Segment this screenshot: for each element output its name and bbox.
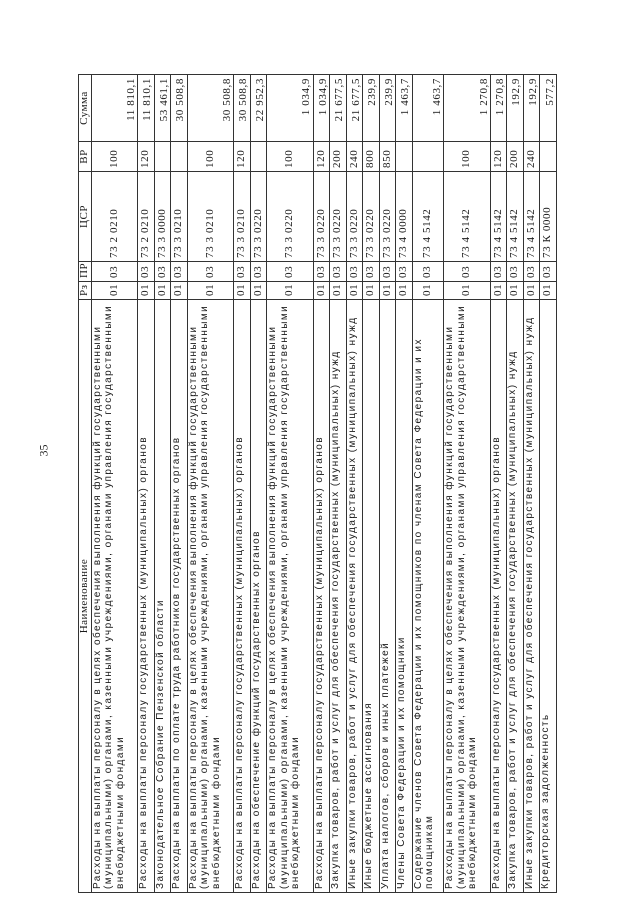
cell-rz: 01 (540, 282, 557, 300)
cell-vr: 200 (330, 142, 346, 172)
table-row (154, 75, 170, 893)
cell-sum: 30 508,8 (171, 75, 187, 142)
cell-vr: 100 (444, 142, 491, 172)
cell-name: Закупка товаров, работ и услуг для обеспечения государственных (муниципальных) нужд (507, 300, 523, 893)
cell-sum: 21 677,5 (346, 75, 362, 142)
cell-name: Содержание членов Совета Федерации и их помощников по членам Совета Федерации и их помощникам (412, 300, 444, 893)
cell-rz: 01 (234, 282, 250, 300)
cell-sum: 30 508,8 (187, 75, 234, 142)
cell-rz: 01 (444, 282, 491, 300)
cell-pr: 03 (91, 262, 138, 282)
cell-pr: 03 (444, 262, 491, 282)
cell-rz: 01 (91, 282, 138, 300)
cell-rz: 01 (412, 282, 444, 300)
cell-rz: 01 (507, 282, 523, 300)
cell-name: Расходы на выплаты персоналу в целях обеспечения выполнения функций государственными (муниципальными) органами, казенными учреждениями, органами управления государственными внебюджетными фондами (444, 300, 491, 893)
cell-rz: 01 (313, 282, 329, 300)
cell-sum: 239,9 (363, 75, 379, 142)
cell-csr: 73 4 5142 (444, 172, 491, 262)
table-row (444, 75, 491, 893)
table-row (379, 75, 395, 893)
cell-rz: 01 (267, 282, 314, 300)
cell-sum: 1 034,9 (313, 75, 329, 142)
table-row (330, 75, 346, 893)
cell-sum: 11 810,1 (138, 75, 154, 142)
table-row (363, 75, 379, 893)
cell-rz: 01 (363, 282, 379, 300)
table-row (250, 75, 266, 893)
cell-csr: 73 3 0220 (250, 172, 266, 262)
cell-vr: 120 (138, 142, 154, 172)
cell-name: Расходы на обеспечение функций государственных органов (250, 300, 266, 893)
cell-pr: 03 (507, 262, 523, 282)
cell-vr: 800 (363, 142, 379, 172)
cell-rz: 01 (346, 282, 362, 300)
cell-pr: 03 (234, 262, 250, 282)
cell-name: Расходы на выплаты по оплате труда работников государственных органов (171, 300, 187, 893)
cell-csr: 73 2 0210 (91, 172, 138, 262)
cell-name: Члены Совета Федерации и их помощники (396, 300, 412, 893)
cell-sum: 1 034,9 (267, 75, 314, 142)
cell-pr: 03 (379, 262, 395, 282)
table-row (91, 75, 138, 893)
cell-name: Кредиторская задолженность (540, 300, 557, 893)
cell-vr: 100 (187, 142, 234, 172)
cell-sum: 1 463,7 (396, 75, 412, 142)
cell-csr: 73 3 0220 (346, 172, 362, 262)
budget-table (78, 74, 557, 893)
rotated-table-container (78, 75, 557, 893)
table-row (187, 75, 234, 893)
cell-rz: 01 (138, 282, 154, 300)
cell-csr: 73 К 0000 (540, 172, 557, 262)
cell-rz: 01 (250, 282, 266, 300)
cell-csr: 73 3 0220 (363, 172, 379, 262)
cell-csr: 73 4 5142 (491, 172, 507, 262)
header-csr: ЦСР (79, 172, 92, 262)
table-row (234, 75, 250, 893)
cell-pr: 03 (250, 262, 266, 282)
header-sum: Сумма (79, 75, 92, 142)
table-row (267, 75, 314, 893)
cell-vr (412, 142, 444, 172)
header-name: Наименование (79, 300, 92, 893)
cell-sum: 30 508,8 (234, 75, 250, 142)
page-number: 35 (36, 444, 51, 457)
cell-csr: 73 3 0000 (154, 172, 170, 262)
cell-vr (171, 142, 187, 172)
cell-pr: 03 (138, 262, 154, 282)
cell-pr: 03 (313, 262, 329, 282)
cell-pr: 03 (187, 262, 234, 282)
cell-rz: 01 (523, 282, 539, 300)
cell-sum: 192,9 (523, 75, 539, 142)
table-row (412, 75, 444, 893)
cell-name: Расходы на выплаты персоналу государственных (муниципальных) органов (313, 300, 329, 893)
cell-vr: 240 (523, 142, 539, 172)
cell-rz: 01 (187, 282, 234, 300)
cell-rz: 01 (491, 282, 507, 300)
cell-vr (250, 142, 266, 172)
cell-vr: 120 (491, 142, 507, 172)
cell-sum: 1 463,7 (412, 75, 444, 142)
cell-vr (154, 142, 170, 172)
table-row (171, 75, 187, 893)
cell-sum: 1 270,8 (444, 75, 491, 142)
cell-name: Иные бюджетные ассигнования (363, 300, 379, 893)
cell-csr: 73 4 5142 (507, 172, 523, 262)
cell-csr: 73 3 0220 (379, 172, 395, 262)
cell-rz: 01 (171, 282, 187, 300)
table-row (540, 75, 557, 893)
table-row (523, 75, 539, 893)
cell-vr: 200 (507, 142, 523, 172)
cell-csr: 73 4 0000 (396, 172, 412, 262)
cell-rz: 01 (396, 282, 412, 300)
cell-csr: 73 3 0210 (171, 172, 187, 262)
cell-name: Иные закупки товаров, работ и услуг для обеспечения государственных (муниципальных) нужд (346, 300, 362, 893)
cell-pr: 03 (396, 262, 412, 282)
cell-csr: 73 3 0220 (313, 172, 329, 262)
cell-pr: 03 (346, 262, 362, 282)
cell-sum: 21 677,5 (330, 75, 346, 142)
cell-name: Расходы на выплаты персоналу в целях обеспечения выполнения функций государственными (муниципальными) органами, казенными учреждениями, органами управления государственными внебюджетными фондами (267, 300, 314, 893)
cell-vr: 100 (267, 142, 314, 172)
cell-pr: 03 (412, 262, 444, 282)
table-row (507, 75, 523, 893)
table-header-row (79, 75, 92, 893)
cell-vr: 120 (234, 142, 250, 172)
header-rz: Рз (79, 282, 92, 300)
cell-sum: 192,9 (507, 75, 523, 142)
cell-name: Расходы на выплаты персоналу государственных (муниципальных) органов (138, 300, 154, 893)
cell-vr: 850 (379, 142, 395, 172)
cell-name: Уплата налогов, сборов и иных платежей (379, 300, 395, 893)
cell-rz: 01 (330, 282, 346, 300)
table-row (396, 75, 412, 893)
cell-name: Расходы на выплаты персоналу в целях обеспечения выполнения функций государственными (муниципальными) органами, казенными учреждениями, органами управления государственными внебюджетными фондами (187, 300, 234, 893)
cell-vr (396, 142, 412, 172)
cell-sum: 239,9 (379, 75, 395, 142)
cell-name: Расходы на выплаты персоналу государственных (муниципальных) органов (234, 300, 250, 893)
cell-sum: 1 270,8 (491, 75, 507, 142)
cell-vr: 100 (91, 142, 138, 172)
header-pr: ПР (79, 262, 92, 282)
cell-pr: 03 (363, 262, 379, 282)
table-row (313, 75, 329, 893)
cell-csr: 73 3 0210 (187, 172, 234, 262)
table-row (491, 75, 507, 893)
cell-name: Иные закупки товаров, работ и услуг для обеспечения государственных (муниципальных) нужд (523, 300, 539, 893)
cell-pr: 03 (523, 262, 539, 282)
cell-rz: 01 (379, 282, 395, 300)
table-row (346, 75, 362, 893)
cell-name: Законодательное Собрание Пензенской области (154, 300, 170, 893)
table-row (138, 75, 154, 893)
cell-pr: 03 (330, 262, 346, 282)
cell-csr: 73 3 0210 (234, 172, 250, 262)
cell-sum: 22 952,3 (250, 75, 266, 142)
cell-rz: 01 (154, 282, 170, 300)
cell-pr: 03 (154, 262, 170, 282)
cell-csr: 73 4 5142 (412, 172, 444, 262)
cell-csr: 73 3 0220 (330, 172, 346, 262)
cell-pr: 03 (491, 262, 507, 282)
cell-name: Расходы на выплаты персоналу в целях обеспечения выполнения функций государственными (муниципальными) органами, казенными учреждениями, органами управления государственными внебюджетными фондами (91, 300, 138, 893)
cell-vr: 240 (346, 142, 362, 172)
cell-vr: 120 (313, 142, 329, 172)
cell-csr: 73 4 5142 (523, 172, 539, 262)
cell-pr: 03 (540, 262, 557, 282)
cell-vr (540, 142, 557, 172)
header-vr: ВР (79, 142, 92, 172)
cell-name: Расходы на выплаты персоналу государственных (муниципальных) органов (491, 300, 507, 893)
cell-csr: 73 2 0210 (138, 172, 154, 262)
cell-pr: 03 (267, 262, 314, 282)
cell-name: Закупка товаров, работ и услуг для обеспечения государственных (муниципальных) нужд (330, 300, 346, 893)
cell-pr: 03 (171, 262, 187, 282)
cell-sum: 53 461,1 (154, 75, 170, 142)
cell-csr: 73 3 0220 (267, 172, 314, 262)
cell-sum: 577,2 (540, 75, 557, 142)
cell-sum: 11 810,1 (91, 75, 138, 142)
